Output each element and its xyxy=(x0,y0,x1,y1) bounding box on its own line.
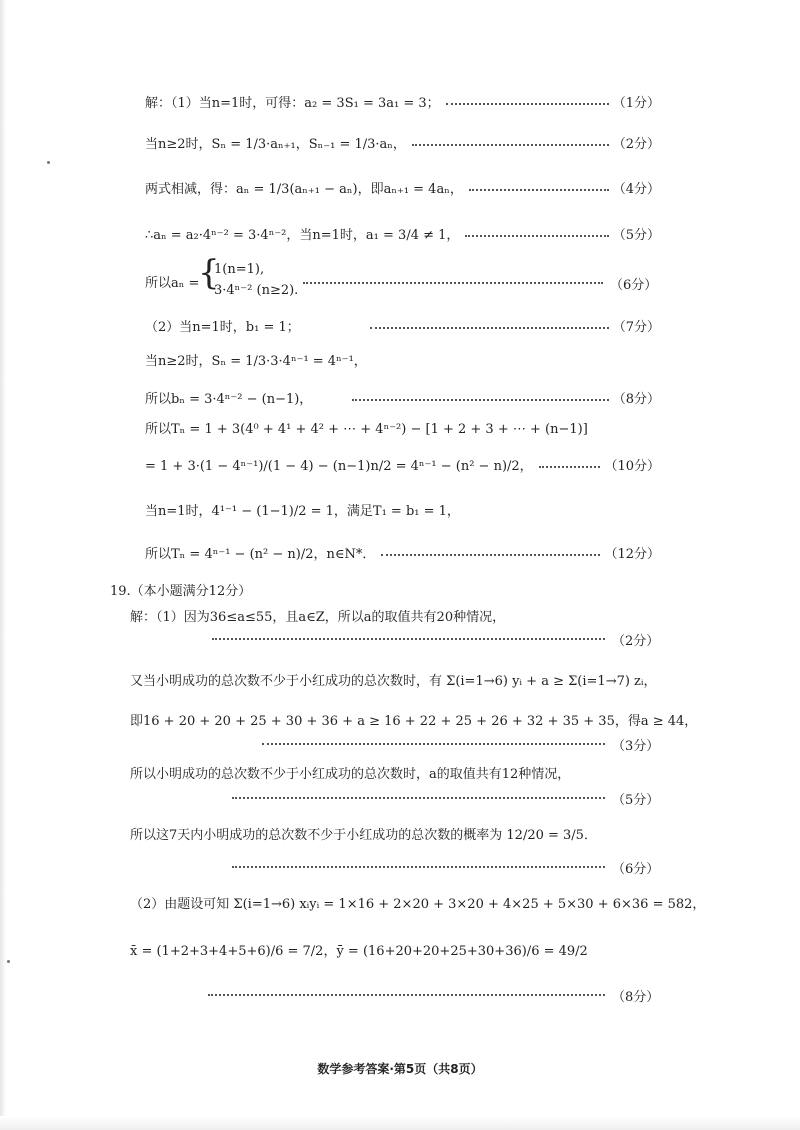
solution-line-4 xyxy=(145,224,660,243)
dot-leader xyxy=(412,144,609,146)
dot-leader xyxy=(465,235,608,237)
line-text: （2）当n=1时，b₁ = 1； xyxy=(145,320,300,335)
line-text: 当n≥2时，Sₙ = 1/3·aₙ₊₁，Sₙ₋₁ = 1/3·aₙ， xyxy=(145,137,406,152)
q19-step-6: （2）由题设可知 Σ(i=1→6) xᵢyᵢ = 1×16 + 2×20 + 3×20 + 4×25 + 5×30 + 6×36 = 582， xyxy=(130,897,706,912)
dot-leader xyxy=(303,282,603,284)
score-mark: （1分） xyxy=(612,96,660,111)
dot-leader xyxy=(212,638,605,640)
line-text: 解：（1）当n=1时，可得：a₂ = 3S₁ = 3a₁ = 3； xyxy=(145,96,440,111)
solution-line-9: 所以Tₙ = 1 + 3(4⁰ + 4¹ + 4² + ⋯ + 4ⁿ⁻²) − [1 + 2 + 3 + ⋯ + (n−1)] xyxy=(145,422,588,437)
score-mark: （5分） xyxy=(612,793,660,808)
score-mark: （6分） xyxy=(612,862,660,877)
q19-step-5: 所以这7天内小明成功的总次数不少于小红成功的总次数的概率为 12/20 = 3/5． xyxy=(130,828,597,843)
solution-line-8 xyxy=(145,388,660,407)
solution-line-3 xyxy=(145,178,660,197)
dot-leader xyxy=(370,327,609,329)
scan-bottom-edge xyxy=(0,1116,800,1130)
q19-step-1: 解：（1）因为36≤a≤55，且a∈Z，所以a的取值共有20种情况， xyxy=(130,610,506,625)
q19-step-3: 即16 + 20 + 20 + 25 + 30 + 36 + a ≥ 16 + 22 + 25 + 26 + 32 + 35 + 35，得a ≥ 44， xyxy=(130,714,698,729)
line-text: 所以bₙ = 3·4ⁿ⁻² − (n−1)， xyxy=(145,392,313,407)
scan-left-edge xyxy=(0,0,6,1130)
score-mark: （8分） xyxy=(612,392,660,407)
dot-leader xyxy=(539,466,601,468)
dot-leader xyxy=(262,743,605,745)
solution-line-6 xyxy=(145,316,660,335)
score-mark: （6分） xyxy=(610,278,658,293)
piecewise-prefix: 所以aₙ = xyxy=(145,276,200,291)
score-mark: （8分） xyxy=(612,990,660,1005)
line-text: 所以Tₙ = 4ⁿ⁻¹ − (n² − n)/2，n∈N*． xyxy=(145,547,376,562)
score-mark: （7分） xyxy=(612,320,660,335)
q19-step-4: 所以小明成功的总次数不少于小红成功的总次数时，a的取值共有12种情况， xyxy=(130,767,571,782)
question-19-heading: 19.（本小题满分12分） xyxy=(110,584,252,599)
line-text: ∴aₙ = a₂·4ⁿ⁻² = 3·4ⁿ⁻²，当n=1时，a₁ = 3/4 ≠ 1， xyxy=(145,228,460,243)
scan-speck xyxy=(47,161,50,164)
dot-leader xyxy=(232,866,605,868)
score-mark: （10分） xyxy=(604,459,660,474)
score-mark: （12分） xyxy=(604,547,660,562)
line-text: 两式相减，得：aₙ = 1/3(aₙ₊₁ − aₙ)，即aₙ₊₁ = 4aₙ， xyxy=(145,182,463,197)
dot-leader xyxy=(352,399,608,401)
solution-line-11: 当n=1时，4¹⁻¹ − (1−1)/2 = 1，满足T₁ = b₁ = 1， xyxy=(145,504,460,519)
dot-leader xyxy=(446,103,609,105)
score-mark: （2分） xyxy=(612,634,660,649)
page-footer: 数学参考答案·第5页（共8页） xyxy=(317,1062,483,1076)
q19-step-2: 又当小明成功的总次数不少于小红成功的总次数时，有 Σ(i=1→6) yᵢ + a ≥ Σ(i=1→7) zᵢ， xyxy=(130,674,657,689)
dot-leader xyxy=(208,994,605,996)
solution-line-10 xyxy=(145,455,660,474)
score-mark: （5分） xyxy=(612,228,660,243)
scan-speck xyxy=(7,960,10,963)
piecewise-brace: { xyxy=(198,253,220,293)
solution-line-7: 当n≥2时，Sₙ = 1/3·3·4ⁿ⁻¹ = 4ⁿ⁻¹， xyxy=(145,354,367,369)
dot-leader xyxy=(232,797,605,799)
dot-leader xyxy=(381,554,600,556)
solution-line-1 xyxy=(145,92,660,111)
q19-step-7: x̄ = (1+2+3+4+5+6)/6 = 7/2，ȳ = (16+20+20+25+30+36)/6 = 49/2 xyxy=(130,944,588,959)
line-text: = 1 + 3·(1 − 4ⁿ⁻¹)/(1 − 4) − (n−1)n/2 = 4ⁿ⁻¹ − (n² − n)/2， xyxy=(145,459,533,474)
piecewise-case-1: 1(n=1), xyxy=(214,262,265,277)
solution-line-12 xyxy=(145,543,660,562)
score-mark: （2分） xyxy=(612,137,660,152)
solution-line-2 xyxy=(145,133,660,152)
score-mark: （4分） xyxy=(612,182,660,197)
score-mark: （3分） xyxy=(612,739,660,754)
piecewise-case-2: 3·4ⁿ⁻² (n≥2). xyxy=(214,283,299,298)
dot-leader xyxy=(469,189,609,191)
